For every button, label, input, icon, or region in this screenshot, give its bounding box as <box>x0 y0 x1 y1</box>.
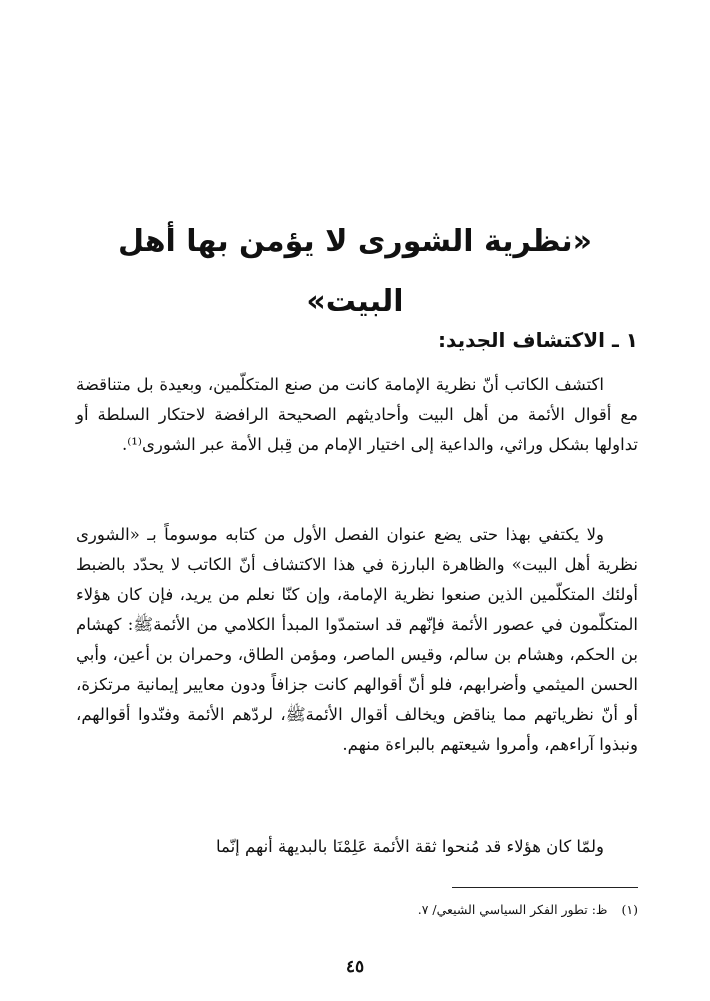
chapter-title: «نظرية الشورى لا يؤمن بها أهل البيت» <box>117 224 593 319</box>
section-heading: ١ ـ الاكتشاف الجديد: <box>438 328 638 352</box>
footnote-number: (١) <box>621 902 638 917</box>
paragraph-1-text: اكتشف الكاتب أنّ نظرية الإمامة كانت من صنع المتكلّمين، وبعيدة بل متناقضة مع أقوال الأئمة من أهل البيت وأحاديثهم الصحيحة الرافضة لاحتكار السلطة أو تداولها بشكل وراثي، والداعية إلى اختيار الإمام من قِبل الأمة عبر الشورى⁽¹⁾. <box>76 375 638 454</box>
paragraph-1 <box>76 370 638 460</box>
footnote-divider <box>452 887 638 888</box>
footnote <box>72 898 638 922</box>
footnote-text: ظ: تطور الفكر السياسي الشيعي/ ٧. <box>417 902 608 917</box>
paragraph-3 <box>76 832 638 862</box>
paragraph-2 <box>76 520 638 760</box>
page-number: ٤٥ <box>345 957 365 977</box>
paragraph-3-text: ولمّا كان هؤلاء قد مُنحوا ثقة الأئمة عَلِمْنَا بالبديهة أنهم إنّما <box>216 837 604 856</box>
paragraph-2-text: ولا يكتفي بهذا حتى يضع عنوان الفصل الأول من كتابه موسوماً بـ «الشورى نظرية أهل البيت» والظاهرة البارزة في هذا الاكتشاف أنّ الكاتب لا يحدّد بالضبط أولئك المتكلّمين الذين صنعوا نظرية الإمامة، وإن كنّا نعلم من يريد، فإن كان هؤلاء المتكلّمون في عصور الأئمة فإنّهم قد استمدّوا المبدأ الكلامي من الأئمةﷺ: كهشام بن الحكم، وهشام بن سالم، وقيس الماصر، ومؤمن الطاق، وحمران بن أعين، وأبي الحسن الميثمي وأضرابهم، فلو أنّ أقوالهم كانت جزافاً ودون معايير إيمانية مرتكزة، أو أنّ نظرياتهم مما يناقض ويخالف أقوال الأئمةﷺ، لردّهم الأئمة وفنّدوا أقوالهم، ونبذوا آراءهم، وأمروا شيعتهم بالبراءة منهم. <box>76 525 638 754</box>
